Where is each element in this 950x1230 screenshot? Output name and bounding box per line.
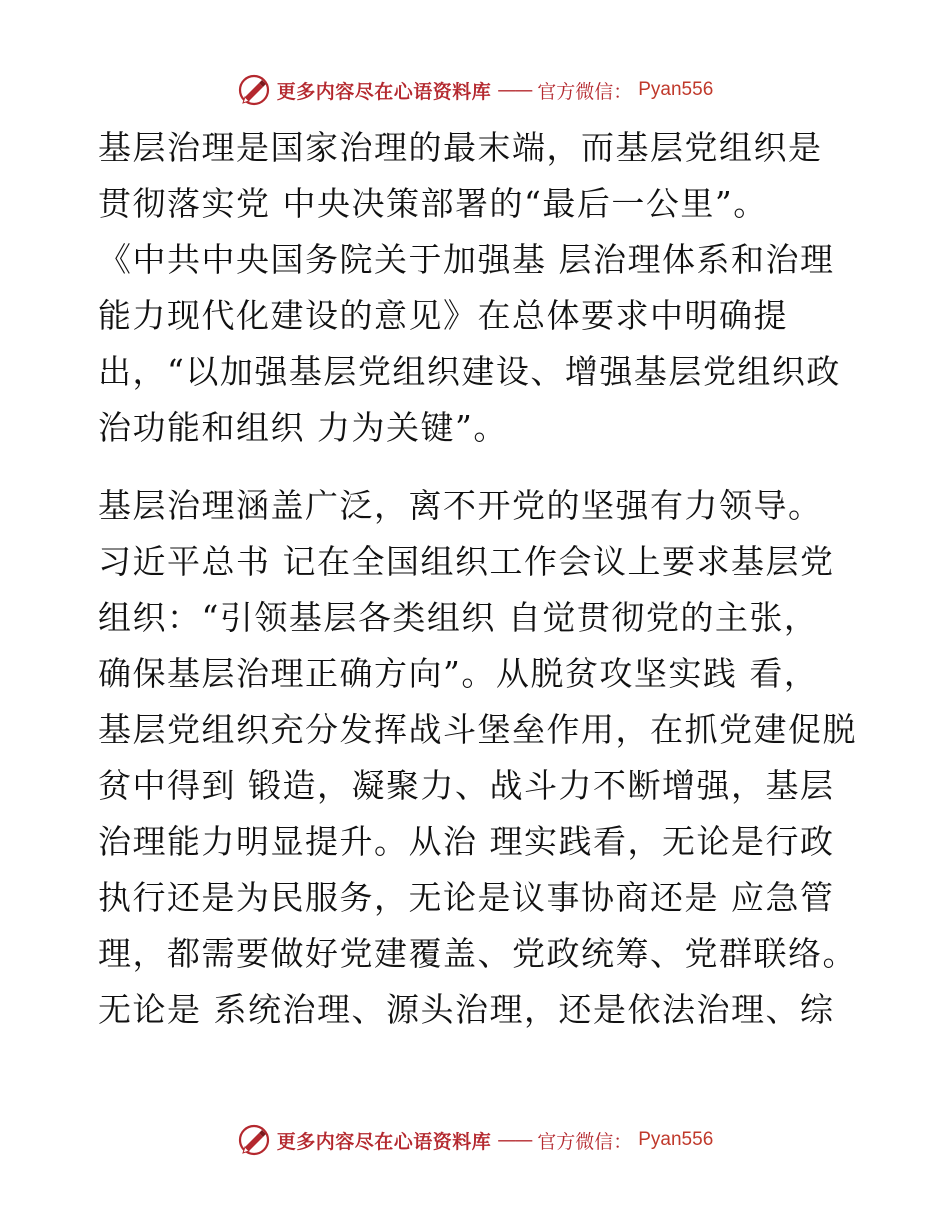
paragraph-1 [98,120,858,456]
text-line: 治理能力明显提升。从治 理实践看，无论是行政 [98,822,835,861]
footer-watermark [0,1120,950,1160]
text-line: 《中共中央国务院关于加强基 层治理体系和治理 [98,240,835,279]
watermark-wechat-label: 官方微信： [537,80,633,103]
watermark-wechat-label: 官方微信： [537,1130,633,1153]
text-line: 贫中得到 锻造，凝聚力、战斗力不断增强，基层 [98,766,835,805]
text-line: 基层治理是国家治理的最末端，而基层党组织是 [98,128,823,167]
watermark-wechat-id: Pyan556 [638,79,714,100]
text-line: 贯彻落实党 中央决策部署的“最后一公里”。 [98,184,768,223]
text-line: 确保基层治理正确方向”。从脱贫攻坚实践 看， [98,654,819,693]
text-line: 治功能和组织 力为关键”。 [98,408,508,447]
text-line: 执行还是为民服务，无论是议事协商还是 应急管 [98,878,835,917]
watermark-dash: —— [497,79,532,101]
watermark-brand: 更多内容尽在心语资料库 [276,1130,492,1153]
text-line: 组织：“引领基层各类组织 自觉贯彻党的主张， [98,598,819,637]
text-line: 基层治理涵盖广泛，离不开党的坚强有力领导。 [98,486,823,525]
pen-logo-icon [237,73,271,107]
document-body [98,120,858,1038]
text-line: 无论是 系统治理、源头治理，还是依法治理、综 [98,990,835,1029]
text-line: 习近平总书 记在全国组织工作会议上要求基层党 [98,542,835,581]
text-line: 能力现代化建设的意见》在总体要求中明确提 [98,296,788,335]
paragraph-2 [98,478,858,1038]
header-watermark [0,70,950,110]
text-line: 基层党组织充分发挥战斗堡垒作用，在抓党建促脱 [98,710,857,749]
watermark-brand: 更多内容尽在心语资料库 [276,80,492,103]
text-line: 出，“以加强基层党组织建设、增强基层党组织政 [98,352,841,391]
pen-logo-icon [237,1123,271,1157]
text-line: 理，都需要做好党建覆盖、党政统筹、党群联络。 [98,934,857,973]
watermark-dash: —— [497,1129,532,1151]
watermark-wechat-id: Pyan556 [638,1129,714,1150]
